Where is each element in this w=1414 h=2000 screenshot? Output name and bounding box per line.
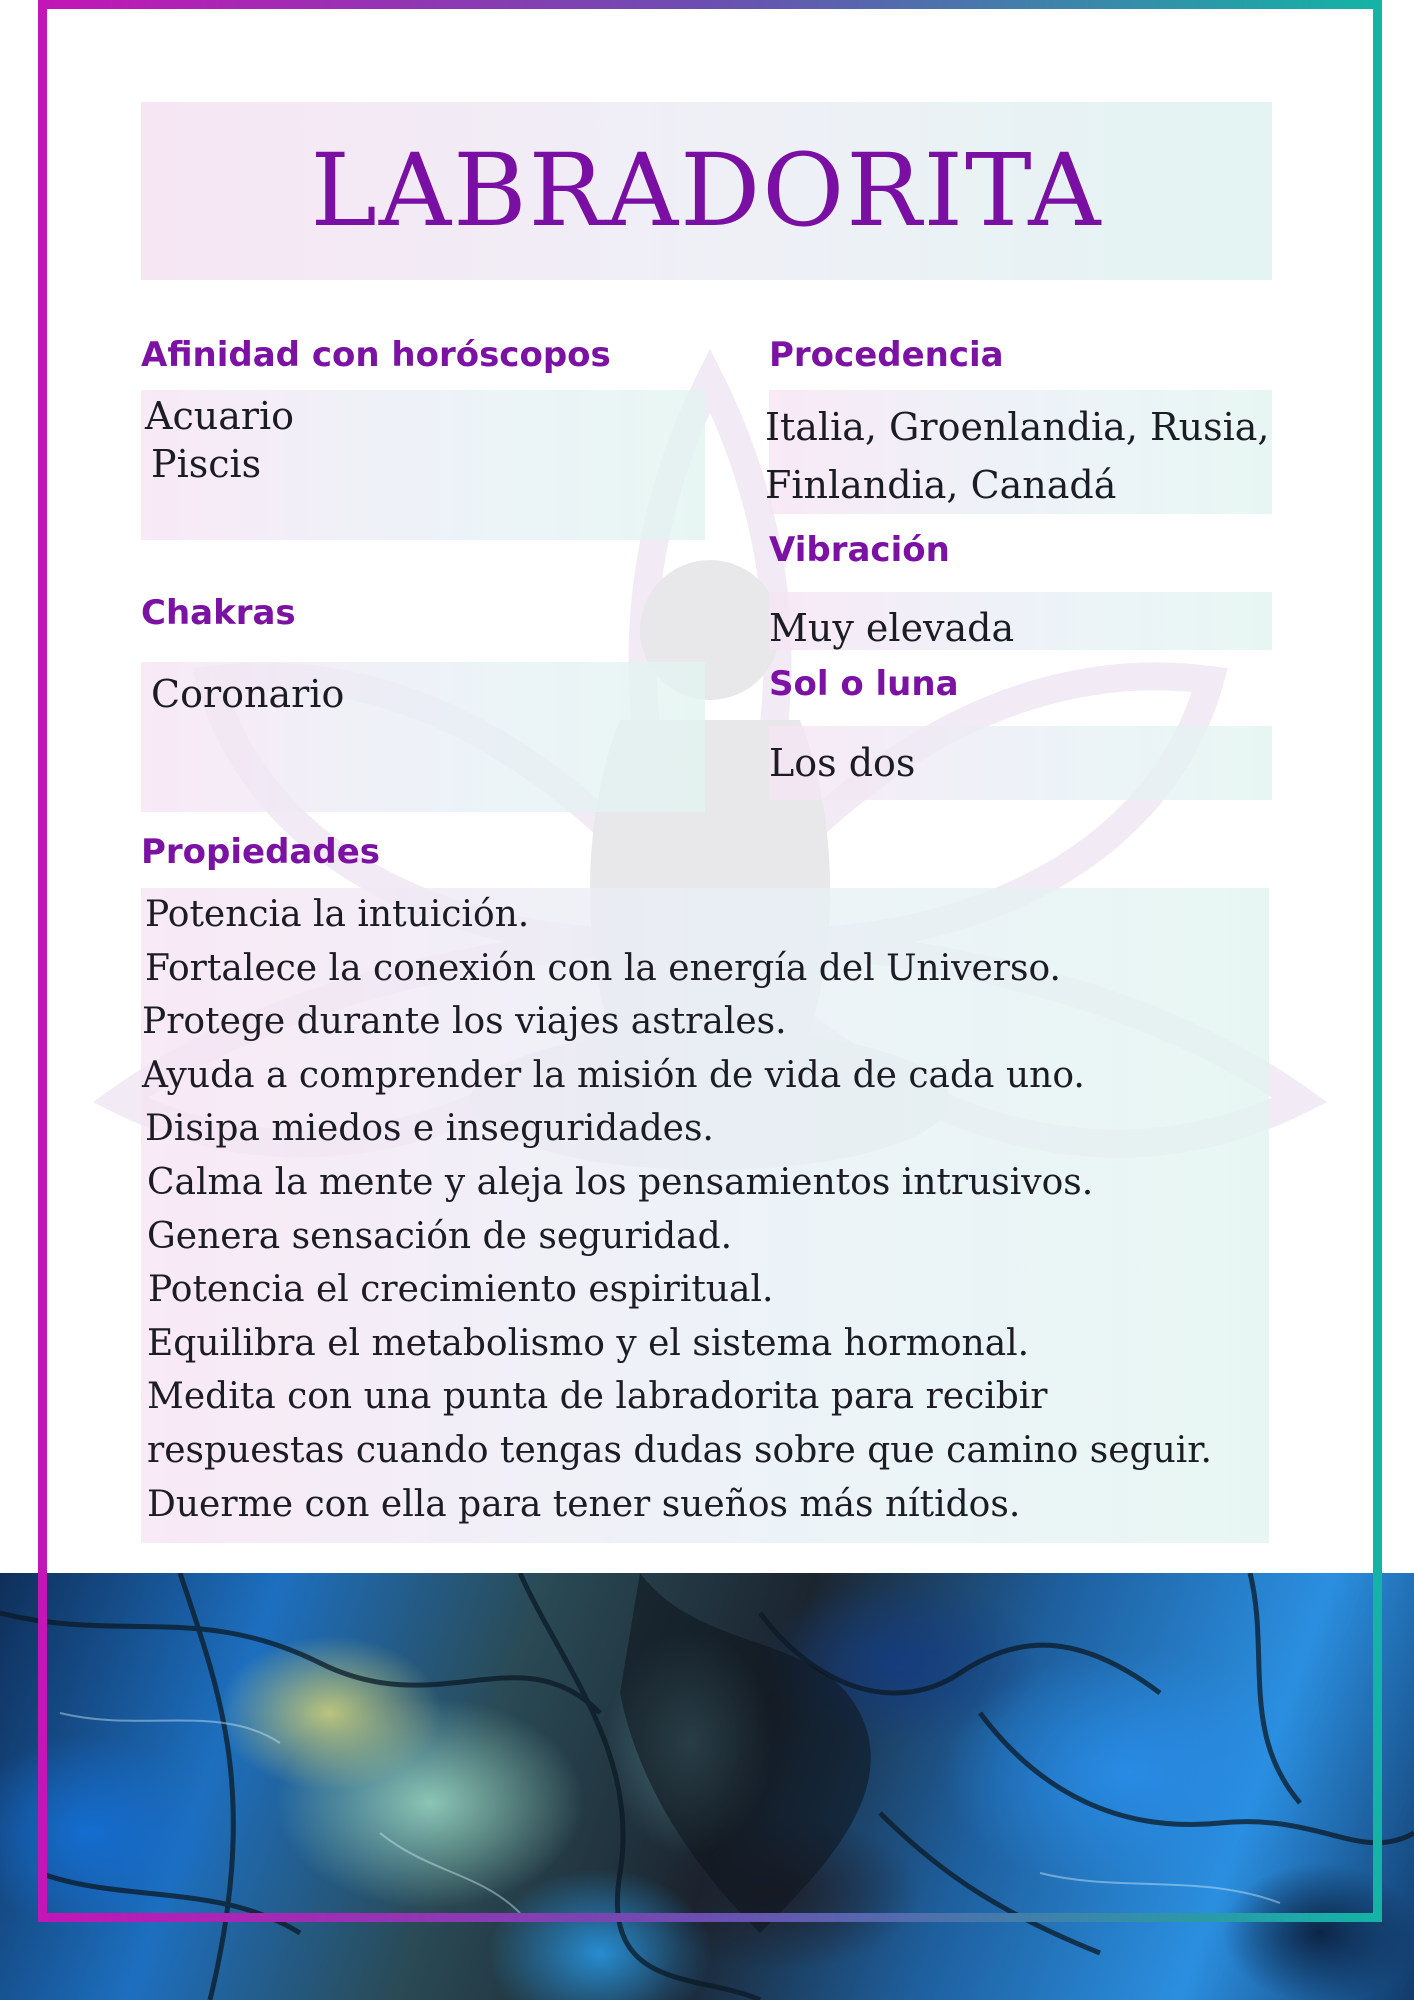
chakras-value: Coronario (151, 672, 345, 716)
propiedad-item: Potencia el crecimiento espiritual. (148, 1269, 774, 1311)
sol-luna-value: Los dos (769, 741, 916, 785)
propiedad-item: Fortalece la conexión con la energía del Universo. (145, 947, 1061, 989)
propiedad-item: Ayuda a comprender la misión de vida de cada uno. (142, 1054, 1085, 1096)
propiedad-item: Disipa miedos e inseguridades. (145, 1108, 714, 1150)
propiedades-box (141, 888, 1269, 1543)
propiedad-item: respuestas cuando tengas dudas sobre que camino seguir. (147, 1429, 1212, 1471)
procedencia-box (765, 390, 1272, 514)
chakras-heading: Chakras (141, 593, 296, 633)
chakras-box (141, 662, 705, 812)
horoscopos-box (141, 390, 705, 540)
propiedad-item: Protege durante los viajes astrales. (142, 1001, 787, 1043)
propiedad-item: Equilibra el metabolismo y el sistema hormonal. (147, 1322, 1030, 1364)
procedencia-line: Italia, Groenlandia, Rusia, (765, 405, 1270, 449)
propiedades-heading: Propiedades (141, 832, 381, 872)
sol-luna-heading: Sol o luna (769, 664, 959, 704)
sol-luna-box (769, 726, 1272, 800)
page-title: LABRADORITA (310, 132, 1103, 249)
horoscopo-item: Piscis (151, 442, 262, 486)
propiedad-item: Duerme con ella para tener sueños más nítidos. (147, 1483, 1021, 1525)
horoscopo-item: Acuario (145, 394, 295, 438)
procedencia-heading: Procedencia (769, 335, 1004, 375)
title-banner (141, 102, 1272, 280)
vibracion-heading: Vibración (769, 530, 950, 570)
vibracion-box (769, 592, 1272, 650)
propiedad-item: Calma la mente y aleja los pensamientos intrusivos. (147, 1161, 1094, 1203)
propiedad-item: Medita con una punta de labradorita para recibir (147, 1376, 1048, 1418)
propiedad-item: Genera sensación de seguridad. (147, 1215, 733, 1257)
propiedad-item: Potencia la intuición. (145, 894, 530, 935)
vibracion-value: Muy elevada (769, 606, 1015, 650)
horoscopos-heading: Afinidad con horóscopos (141, 335, 611, 375)
procedencia-line: Finlandia, Canadá (765, 463, 1117, 507)
